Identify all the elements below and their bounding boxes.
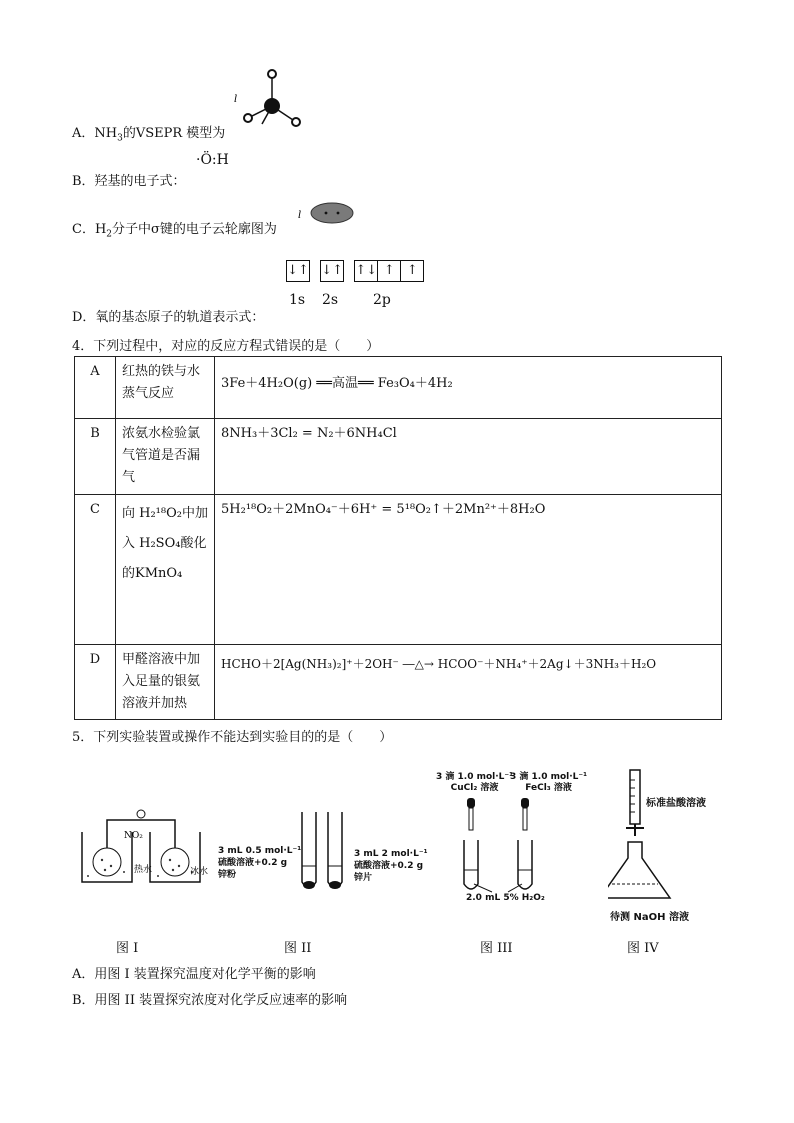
fig2-right-label: 3 mL 2 mol·L⁻¹ 硫酸溶液+0.2 g 锌片 <box>354 849 428 883</box>
fig3-left-label: 3 滴 1.0 mol·L⁻¹ CuCl₂ 溶液 <box>436 772 514 793</box>
fig4-top-label: 标准盐酸溶液 <box>646 798 706 809</box>
option-c: C．$H_2$分子中σ键的电子云轮廓图为 <box>72 222 277 240</box>
option-b: B．羟基的电子式： <box>72 174 186 189</box>
fig2-left-label: 3 mL 0.5 mol·L⁻¹ 硫酸溶液+0.2 g 锌粉 <box>218 846 302 880</box>
fig3-bottom-label: 2.0 mL 5% H₂O₂ <box>466 893 545 903</box>
vsepr-model-icon <box>232 66 312 132</box>
fig1-no2-label: NO₂ <box>124 831 143 841</box>
fig2-label: 图 II <box>284 941 312 956</box>
orbital-label-1s: 1s <box>289 292 306 308</box>
orbital-2p-3: ↑ <box>401 260 424 282</box>
orbital-2p-2: ↑ <box>378 260 401 282</box>
fig1-ice-water-label: 冰水 <box>190 867 209 877</box>
q4-stem: 4．下列过程中，对应的反应方程式错误的是（ ） <box>72 339 380 354</box>
fig4-bottom-label: 待测 NaOH 溶液 <box>610 912 689 923</box>
option-a: A．$NH_3$的VSEPR 模型为 <box>72 126 226 144</box>
option-d: D．氧的基态原子的轨道表示式： <box>72 310 265 325</box>
table-row: C 向 H₂¹⁸O₂中加入 H₂SO₄酸化的KMnO₄ 5H₂¹⁸O₂＋2MnO₄⁻＋6H⁺ = 5¹⁸O₂↑＋2Mn²⁺＋8H₂O <box>75 495 722 645</box>
orbital-2s: ↓↑ <box>320 260 344 282</box>
table-row: B 浓氨水检验氯气管道是否漏气 8NH₃＋3Cl₂ = N₂＋6NH₄Cl <box>75 419 722 495</box>
fig3-droppers-tubes <box>452 796 562 896</box>
q4-table <box>74 356 722 720</box>
fig4-label: 图 IV <box>627 941 659 956</box>
orbital-2p-1: ↑↓ <box>354 260 378 282</box>
fig4-titration-apparatus <box>608 766 708 906</box>
q5-option-b: B．用图 II 装置探究浓度对化学反应速率的影响 <box>72 993 348 1008</box>
hydroxyl-electron-formula: ·Ö:H <box>196 152 229 168</box>
orbital-label-2p: 2p <box>373 292 391 308</box>
fig2-test-tubes <box>296 808 352 896</box>
table-row: A 红热的铁与水蒸气反应 3Fe＋4H₂O(g) ══高温══ Fe₃O₄＋4H₂ <box>75 357 722 419</box>
q5-option-a: A．用图 I 装置探究温度对化学平衡的影响 <box>72 967 316 982</box>
table-row: D 甲醛溶液中加入足量的银氨溶液并加热 HCHO＋2[Ag(NH₃)₂]⁺＋2OH⁻ ―△→ HCOO⁻＋NH₄⁺＋2Ag↓＋3NH₃＋H₂O <box>75 645 722 720</box>
q5-stem: 5．下列实验装置或操作不能达到实验目的的是（ ） <box>72 730 393 745</box>
svg-text:l: l <box>298 210 302 221</box>
orbital-1s: ↓↑ <box>286 260 310 282</box>
svg-text:l: l <box>234 94 238 105</box>
fig3-label: 图 III <box>480 941 513 956</box>
fig3-right-label: 3 滴 1.0 mol·L⁻¹ FeCl₃ 溶液 <box>510 772 588 793</box>
sigma-bond-cloud-icon <box>298 200 358 226</box>
fig1-label: 图 I <box>116 941 139 956</box>
orbital-label-2s: 2s <box>322 292 339 308</box>
fig1-apparatus <box>74 800 214 890</box>
fig1-hot-water-label: 热水 <box>134 865 153 875</box>
orbital-diagram <box>286 260 424 282</box>
